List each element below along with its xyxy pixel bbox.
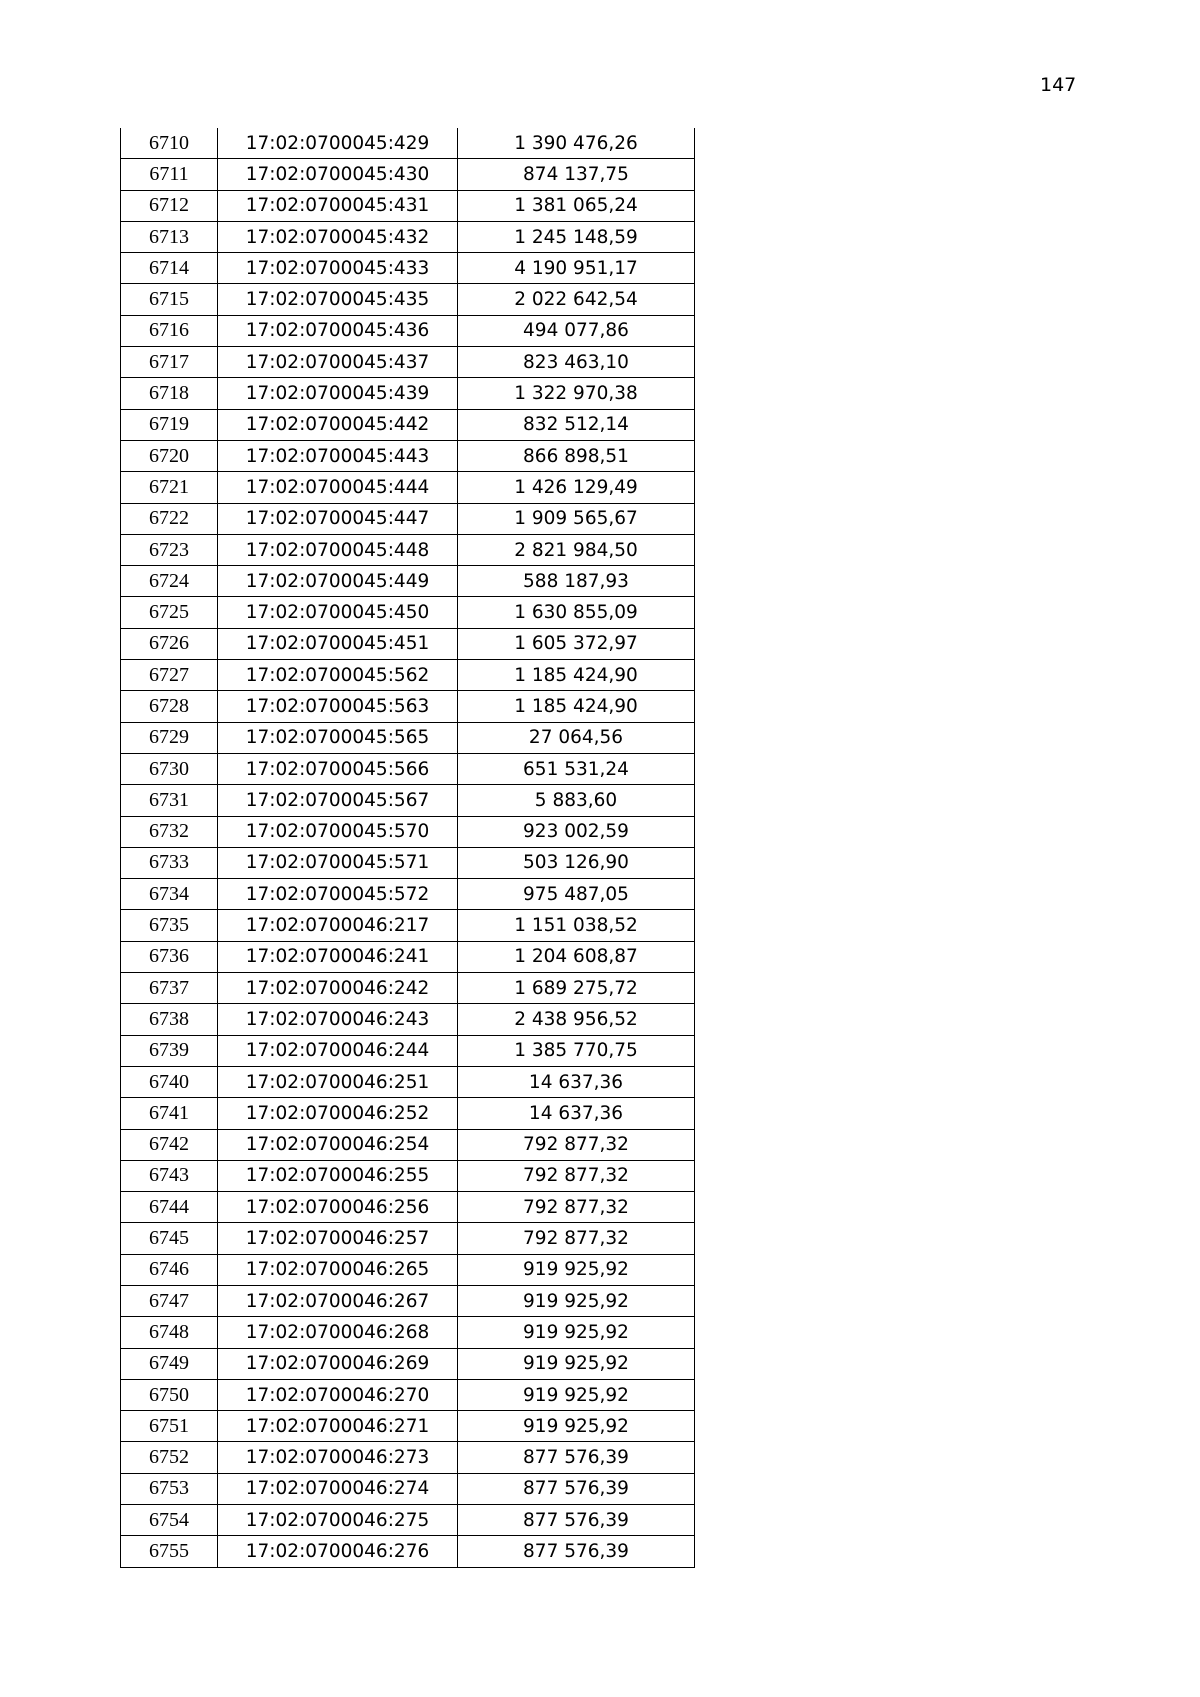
table-row — [121, 1442, 695, 1473]
cadastral-number-cell: 17:02:0700045:450 — [218, 597, 458, 628]
table-row — [121, 440, 695, 471]
row-number-cell: 6729 — [121, 722, 218, 753]
table-row — [121, 660, 695, 691]
table-row — [121, 628, 695, 659]
cadastral-number-cell: 17:02:0700045:442 — [218, 409, 458, 440]
table-row — [121, 347, 695, 378]
cadastral-number-cell: 17:02:0700045:443 — [218, 440, 458, 471]
row-number-cell: 6710 — [121, 128, 218, 159]
row-number-cell: 6749 — [121, 1348, 218, 1379]
row-number-cell: 6712 — [121, 190, 218, 221]
row-number-cell: 6727 — [121, 660, 218, 691]
cadastral-value-cell: 975 487,05 — [458, 879, 695, 910]
table-row — [121, 910, 695, 941]
cadastral-number-cell: 17:02:0700046:244 — [218, 1035, 458, 1066]
row-number-cell: 6722 — [121, 503, 218, 534]
cadastral-number-cell: 17:02:0700046:269 — [218, 1348, 458, 1379]
row-number-cell: 6736 — [121, 941, 218, 972]
row-number-cell: 6711 — [121, 159, 218, 190]
row-number-cell: 6754 — [121, 1505, 218, 1536]
table-row — [121, 1004, 695, 1035]
table-row — [121, 409, 695, 440]
table-row — [121, 1379, 695, 1410]
cadastral-value-cell: 2 821 984,50 — [458, 534, 695, 565]
table-row — [121, 722, 695, 753]
cadastral-number-cell: 17:02:0700045:436 — [218, 315, 458, 346]
cadastral-number-cell: 17:02:0700046:273 — [218, 1442, 458, 1473]
cadastral-value-cell: 877 576,39 — [458, 1442, 695, 1473]
cadastral-value-cell: 919 925,92 — [458, 1348, 695, 1379]
table-row — [121, 1505, 695, 1536]
cadastral-number-cell: 17:02:0700045:437 — [218, 347, 458, 378]
cadastral-value-cell: 792 877,32 — [458, 1160, 695, 1191]
cadastral-value-cell: 919 925,92 — [458, 1411, 695, 1442]
cadastral-value-cell: 503 126,90 — [458, 847, 695, 878]
row-number-cell: 6734 — [121, 879, 218, 910]
cadastral-number-cell: 17:02:0700046:265 — [218, 1254, 458, 1285]
row-number-cell: 6738 — [121, 1004, 218, 1035]
table-row — [121, 816, 695, 847]
table-row — [121, 1035, 695, 1066]
row-number-cell: 6737 — [121, 973, 218, 1004]
row-number-cell: 6731 — [121, 785, 218, 816]
cadastral-value-cell: 832 512,14 — [458, 409, 695, 440]
cadastral-number-cell: 17:02:0700046:243 — [218, 1004, 458, 1035]
cadastral-number-cell: 17:02:0700045:563 — [218, 691, 458, 722]
row-number-cell: 6733 — [121, 847, 218, 878]
row-number-cell: 6730 — [121, 753, 218, 784]
cadastral-number-cell: 17:02:0700046:251 — [218, 1066, 458, 1097]
cadastral-value-cell: 1 151 038,52 — [458, 910, 695, 941]
cadastral-number-cell: 17:02:0700045:435 — [218, 284, 458, 315]
table-row — [121, 1473, 695, 1504]
cadastral-value-cell: 919 925,92 — [458, 1285, 695, 1316]
cadastral-number-cell: 17:02:0700045:432 — [218, 221, 458, 252]
cadastral-number-cell: 17:02:0700045:572 — [218, 879, 458, 910]
table-row — [121, 253, 695, 284]
row-number-cell: 6753 — [121, 1473, 218, 1504]
row-number-cell: 6724 — [121, 566, 218, 597]
cadastral-number-cell: 17:02:0700045:571 — [218, 847, 458, 878]
cadastral-number-cell: 17:02:0700046:254 — [218, 1129, 458, 1160]
cadastral-value-cell: 877 576,39 — [458, 1536, 695, 1567]
cadastral-value-cell: 874 137,75 — [458, 159, 695, 190]
cadastral-number-cell: 17:02:0700046:241 — [218, 941, 458, 972]
cadastral-number-cell: 17:02:0700046:275 — [218, 1505, 458, 1536]
table-row — [121, 315, 695, 346]
cadastral-value-cell: 494 077,86 — [458, 315, 695, 346]
table-row — [121, 879, 695, 910]
table-row — [121, 534, 695, 565]
cadastral-value-cell: 792 877,32 — [458, 1223, 695, 1254]
table-row — [121, 1192, 695, 1223]
cadastral-value-table — [120, 128, 695, 1568]
cadastral-number-cell: 17:02:0700045:444 — [218, 472, 458, 503]
row-number-cell: 6741 — [121, 1098, 218, 1129]
cadastral-value-cell: 919 925,92 — [458, 1379, 695, 1410]
cadastral-number-cell: 17:02:0700045:570 — [218, 816, 458, 847]
cadastral-value-cell: 588 187,93 — [458, 566, 695, 597]
cadastral-number-cell: 17:02:0700046:270 — [218, 1379, 458, 1410]
row-number-cell: 6743 — [121, 1160, 218, 1191]
table-row — [121, 691, 695, 722]
cadastral-value-cell: 792 877,32 — [458, 1129, 695, 1160]
cadastral-number-cell: 17:02:0700045:567 — [218, 785, 458, 816]
row-number-cell: 6726 — [121, 628, 218, 659]
cadastral-number-cell: 17:02:0700046:242 — [218, 973, 458, 1004]
page-number: 147 — [1040, 74, 1077, 96]
cadastral-value-cell: 792 877,32 — [458, 1192, 695, 1223]
table-row — [121, 1129, 695, 1160]
table-row — [121, 159, 695, 190]
table-row — [121, 597, 695, 628]
row-number-cell: 6755 — [121, 1536, 218, 1567]
cadastral-number-cell: 17:02:0700045:431 — [218, 190, 458, 221]
cadastral-number-cell: 17:02:0700045:433 — [218, 253, 458, 284]
cadastral-value-cell: 877 576,39 — [458, 1505, 695, 1536]
table-row — [121, 472, 695, 503]
cadastral-value-cell: 1 426 129,49 — [458, 472, 695, 503]
cadastral-value-cell: 1 381 065,24 — [458, 190, 695, 221]
row-number-cell: 6735 — [121, 910, 218, 941]
row-number-cell: 6747 — [121, 1285, 218, 1316]
cadastral-value-cell: 2 438 956,52 — [458, 1004, 695, 1035]
cadastral-value-cell: 1 185 424,90 — [458, 691, 695, 722]
row-number-cell: 6715 — [121, 284, 218, 315]
table-body — [121, 128, 695, 1567]
cadastral-number-cell: 17:02:0700046:276 — [218, 1536, 458, 1567]
cadastral-number-cell: 17:02:0700046:268 — [218, 1317, 458, 1348]
row-number-cell: 6750 — [121, 1379, 218, 1410]
row-number-cell: 6746 — [121, 1254, 218, 1285]
cadastral-number-cell: 17:02:0700045:448 — [218, 534, 458, 565]
cadastral-value-cell: 651 531,24 — [458, 753, 695, 784]
table-row — [121, 1160, 695, 1191]
cadastral-value-cell: 877 576,39 — [458, 1473, 695, 1504]
row-number-cell: 6719 — [121, 409, 218, 440]
row-number-cell: 6718 — [121, 378, 218, 409]
cadastral-value-cell: 5 883,60 — [458, 785, 695, 816]
cadastral-value-cell: 1 385 770,75 — [458, 1035, 695, 1066]
row-number-cell: 6752 — [121, 1442, 218, 1473]
row-number-cell: 6714 — [121, 253, 218, 284]
cadastral-value-cell: 14 637,36 — [458, 1098, 695, 1129]
cadastral-number-cell: 17:02:0700046:267 — [218, 1285, 458, 1316]
table-row — [121, 221, 695, 252]
cadastral-number-cell: 17:02:0700045:430 — [218, 159, 458, 190]
table-row — [121, 1254, 695, 1285]
cadastral-value-cell: 1 245 148,59 — [458, 221, 695, 252]
cadastral-number-cell: 17:02:0700045:562 — [218, 660, 458, 691]
table-row — [121, 847, 695, 878]
table-row — [121, 378, 695, 409]
row-number-cell: 6721 — [121, 472, 218, 503]
row-number-cell: 6728 — [121, 691, 218, 722]
cadastral-value-cell: 919 925,92 — [458, 1254, 695, 1285]
cadastral-number-cell: 17:02:0700045:447 — [218, 503, 458, 534]
table-row — [121, 503, 695, 534]
row-number-cell: 6742 — [121, 1129, 218, 1160]
table-row — [121, 1348, 695, 1379]
cadastral-value-cell: 14 637,36 — [458, 1066, 695, 1097]
row-number-cell: 6717 — [121, 347, 218, 378]
table-row — [121, 753, 695, 784]
table-row — [121, 785, 695, 816]
cadastral-value-cell: 1 185 424,90 — [458, 660, 695, 691]
cadastral-number-cell: 17:02:0700045:451 — [218, 628, 458, 659]
cadastral-number-cell: 17:02:0700046:217 — [218, 910, 458, 941]
cadastral-value-cell: 1 390 476,26 — [458, 128, 695, 159]
cadastral-number-cell: 17:02:0700045:565 — [218, 722, 458, 753]
cadastral-number-cell: 17:02:0700046:274 — [218, 1473, 458, 1504]
table-row — [121, 1411, 695, 1442]
cadastral-value-cell: 1 630 855,09 — [458, 597, 695, 628]
cadastral-value-cell: 1 909 565,67 — [458, 503, 695, 534]
table-row — [121, 973, 695, 1004]
cadastral-number-cell: 17:02:0700045:429 — [218, 128, 458, 159]
cadastral-value-cell: 1 204 608,87 — [458, 941, 695, 972]
row-number-cell: 6732 — [121, 816, 218, 847]
table-row — [121, 128, 695, 159]
cadastral-number-cell: 17:02:0700046:255 — [218, 1160, 458, 1191]
cadastral-number-cell: 17:02:0700045:439 — [218, 378, 458, 409]
row-number-cell: 6751 — [121, 1411, 218, 1442]
table-row — [121, 190, 695, 221]
row-number-cell: 6716 — [121, 315, 218, 346]
table-row — [121, 284, 695, 315]
row-number-cell: 6739 — [121, 1035, 218, 1066]
cadastral-value-cell: 1 689 275,72 — [458, 973, 695, 1004]
cadastral-number-cell: 17:02:0700046:257 — [218, 1223, 458, 1254]
row-number-cell: 6745 — [121, 1223, 218, 1254]
row-number-cell: 6720 — [121, 440, 218, 471]
row-number-cell: 6748 — [121, 1317, 218, 1348]
cadastral-number-cell: 17:02:0700045:566 — [218, 753, 458, 784]
table-row — [121, 1223, 695, 1254]
table-row — [121, 1098, 695, 1129]
table-row — [121, 1536, 695, 1567]
row-number-cell: 6723 — [121, 534, 218, 565]
cadastral-value-cell: 1 605 372,97 — [458, 628, 695, 659]
table-row — [121, 941, 695, 972]
row-number-cell: 6740 — [121, 1066, 218, 1097]
cadastral-number-cell: 17:02:0700046:256 — [218, 1192, 458, 1223]
cadastral-value-cell: 1 322 970,38 — [458, 378, 695, 409]
row-number-cell: 6725 — [121, 597, 218, 628]
cadastral-number-cell: 17:02:0700045:449 — [218, 566, 458, 597]
cadastral-value-cell: 2 022 642,54 — [458, 284, 695, 315]
cadastral-value-cell: 27 064,56 — [458, 722, 695, 753]
row-number-cell: 6744 — [121, 1192, 218, 1223]
cadastral-value-cell: 866 898,51 — [458, 440, 695, 471]
row-number-cell: 6713 — [121, 221, 218, 252]
cadastral-value-cell: 4 190 951,17 — [458, 253, 695, 284]
cadastral-number-cell: 17:02:0700046:271 — [218, 1411, 458, 1442]
table-row — [121, 566, 695, 597]
cadastral-value-cell: 823 463,10 — [458, 347, 695, 378]
cadastral-value-cell: 923 002,59 — [458, 816, 695, 847]
cadastral-value-cell: 919 925,92 — [458, 1317, 695, 1348]
cadastral-number-cell: 17:02:0700046:252 — [218, 1098, 458, 1129]
table-row — [121, 1317, 695, 1348]
table-row — [121, 1285, 695, 1316]
table-row — [121, 1066, 695, 1097]
